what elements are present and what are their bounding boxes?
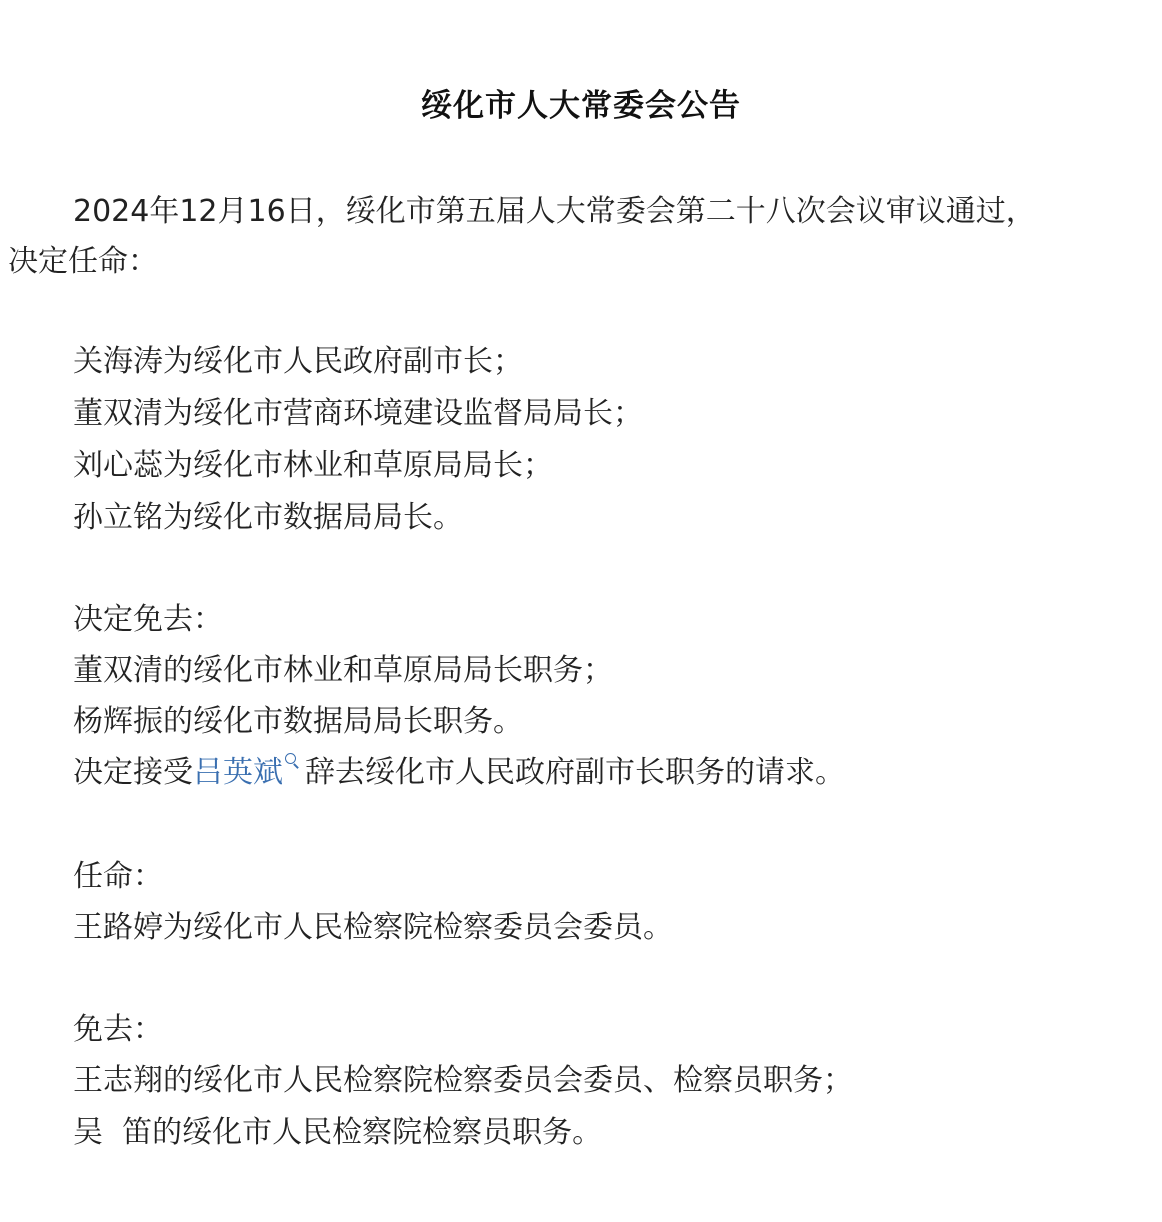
dismissal-heading: 决定免去：	[73, 602, 223, 637]
procuratorate-dismiss-item: 吴 笛的绥化市人民检察院检察员职务。	[73, 1115, 603, 1150]
intro-line-2: 决定任命：	[8, 244, 158, 279]
appointment-item: 关海涛为绥化市人民政府副市长；	[73, 344, 523, 379]
person-name-link[interactable]: 吕英斌	[193, 755, 283, 790]
resignation-line	[73, 747, 845, 799]
appointment-item: 刘心蕊为绥化市林业和草原局局长；	[73, 448, 553, 483]
procuratorate-dismiss-item: 王志翔的绥化市人民检察院检察委员会委员、检察员职务；	[73, 1063, 853, 1098]
appointment-item: 孙立铭为绥化市数据局局长。	[73, 500, 463, 535]
dismissal-item: 杨辉振的绥化市数据局局长职务。	[73, 704, 523, 739]
page-title: 绥化市人大常委会公告	[421, 88, 741, 124]
procuratorate-dismiss-heading: 免去：	[73, 1012, 163, 1047]
procuratorate-appoint-item: 王路婷为绥化市人民检察院检察委员会委员。	[73, 910, 673, 945]
search-icon[interactable]	[283, 753, 299, 775]
dismissal-item: 董双清的绥化市林业和草原局局长职务；	[73, 653, 613, 688]
resignation-prefix: 决定接受	[73, 755, 193, 790]
intro-line-1: 2024年12月16日，绥化市第五届人大常委会第二十八次会议审议通过，	[73, 194, 1036, 229]
appointment-item: 董双清为绥化市营商环境建设监督局局长；	[73, 396, 643, 431]
resignation-suffix: 辞去绥化市人民政府副市长职务的请求。	[305, 755, 845, 790]
procuratorate-appoint-heading: 任命：	[73, 859, 163, 894]
